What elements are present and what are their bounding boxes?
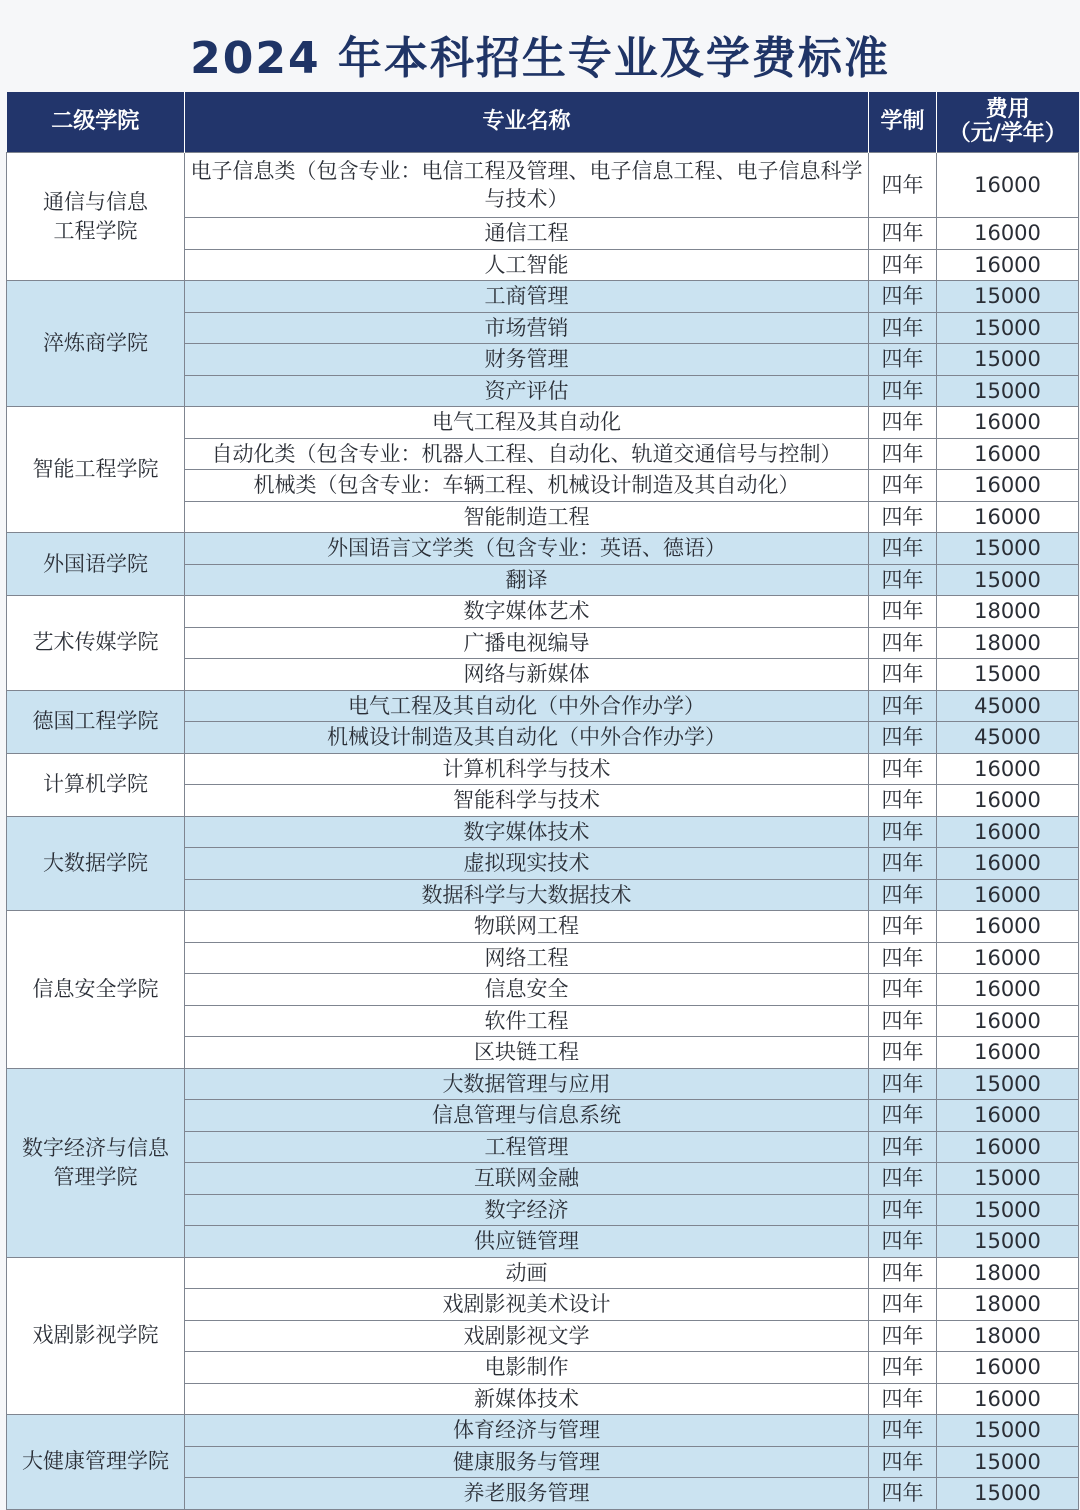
fee-cell: 18000 <box>937 1320 1079 1352</box>
duration-cell: 四年 <box>869 974 937 1006</box>
header-duration: 学制 <box>869 92 937 153</box>
school-name-line: 戏剧影视学院 <box>32 1323 159 1348</box>
duration-cell: 四年 <box>869 344 937 376</box>
major-cell: 机械设计制造及其自动化（中外合作办学） <box>185 722 869 754</box>
duration-cell: 四年 <box>869 249 937 281</box>
fee-cell: 15000 <box>937 1478 1079 1510</box>
major-cell: 物联网工程 <box>185 911 869 943</box>
duration-cell: 四年 <box>869 1289 937 1321</box>
major-cell: 供应链管理 <box>185 1226 869 1258</box>
duration-cell: 四年 <box>869 1100 937 1132</box>
fee-cell: 16000 <box>937 1037 1079 1069</box>
major-cell: 互联网金融 <box>185 1163 869 1195</box>
fee-cell: 16000 <box>937 1005 1079 1037</box>
fee-cell: 45000 <box>937 722 1079 754</box>
school-name-line: 数字经济与信息 <box>22 1135 169 1160</box>
major-cell: 数字经济 <box>185 1194 869 1226</box>
duration-cell: 四年 <box>869 1478 937 1510</box>
major-cell: 广播电视编导 <box>185 627 869 659</box>
major-cell: 体育经济与管理 <box>185 1415 869 1447</box>
fee-cell: 16000 <box>937 470 1079 502</box>
header-fee-line1: 费用 <box>985 97 1030 122</box>
school-cell <box>7 153 185 281</box>
school-name-line: 大健康管理学院 <box>22 1449 169 1474</box>
duration-cell: 四年 <box>869 1352 937 1384</box>
major-cell: 智能制造工程 <box>185 501 869 533</box>
major-cell: 计算机科学与技术 <box>185 753 869 785</box>
major-cell: 戏剧影视文学 <box>185 1320 869 1352</box>
major-cell: 软件工程 <box>185 1005 869 1037</box>
duration-cell: 四年 <box>869 942 937 974</box>
major-cell: 动画 <box>185 1257 869 1289</box>
major-cell: 数据科学与大数据技术 <box>185 879 869 911</box>
duration-cell: 四年 <box>869 501 937 533</box>
duration-cell: 四年 <box>869 1163 937 1195</box>
table-row <box>7 1415 1079 1447</box>
duration-cell: 四年 <box>869 1415 937 1447</box>
major-cell: 市场营销 <box>185 312 869 344</box>
major-cell: 信息管理与信息系统 <box>185 1100 869 1132</box>
school-cell <box>7 911 185 1069</box>
fee-cell: 16000 <box>937 879 1079 911</box>
major-cell: 电影制作 <box>185 1352 869 1384</box>
school-name-line: 信息安全学院 <box>32 976 159 1001</box>
fee-cell: 18000 <box>937 1289 1079 1321</box>
major-cell: 机械类（包含专业：车辆工程、机械设计制造及其自动化） <box>185 470 869 502</box>
header-fee <box>937 92 1079 153</box>
school-cell <box>7 596 185 691</box>
fee-cell: 15000 <box>937 533 1079 565</box>
table-row <box>7 816 1079 848</box>
major-cell: 资产评估 <box>185 375 869 407</box>
table-row <box>7 153 1079 218</box>
tuition-table-container <box>6 92 1078 1510</box>
school-cell <box>7 1415 185 1510</box>
school-cell <box>7 816 185 911</box>
duration-cell: 四年 <box>869 1383 937 1415</box>
fee-cell: 16000 <box>937 1352 1079 1384</box>
duration-cell: 四年 <box>869 848 937 880</box>
school-cell <box>7 690 185 753</box>
duration-cell: 四年 <box>869 153 937 218</box>
table-row <box>7 911 1079 943</box>
fee-cell: 15000 <box>937 344 1079 376</box>
duration-cell: 四年 <box>869 753 937 785</box>
major-cell: 养老服务管理 <box>185 1478 869 1510</box>
school-name-line: 工程学院 <box>53 218 138 243</box>
table-row <box>7 533 1079 565</box>
duration-cell: 四年 <box>869 596 937 628</box>
fee-cell: 15000 <box>937 564 1079 596</box>
fee-cell: 15000 <box>937 1068 1079 1100</box>
duration-cell: 四年 <box>869 690 937 722</box>
fee-cell: 15000 <box>937 1415 1079 1447</box>
duration-cell: 四年 <box>869 1226 937 1258</box>
fee-cell: 16000 <box>937 1100 1079 1132</box>
duration-cell: 四年 <box>869 627 937 659</box>
fee-cell: 15000 <box>937 1163 1079 1195</box>
duration-cell: 四年 <box>869 218 937 250</box>
duration-cell: 四年 <box>869 722 937 754</box>
major-cell: 人工智能 <box>185 249 869 281</box>
major-cell: 电气工程及其自动化 <box>185 407 869 439</box>
fee-cell: 15000 <box>937 312 1079 344</box>
duration-cell: 四年 <box>869 1446 937 1478</box>
duration-cell: 四年 <box>869 1005 937 1037</box>
table-header <box>7 92 1079 153</box>
major-cell: 数字媒体艺术 <box>185 596 869 628</box>
page-title: 2024 年本科招生专业及学费标准 <box>190 33 890 84</box>
fee-cell: 15000 <box>937 281 1079 313</box>
major-cell: 虚拟现实技术 <box>185 848 869 880</box>
fee-cell: 45000 <box>937 690 1079 722</box>
table-row <box>7 690 1079 722</box>
fee-cell: 15000 <box>937 1446 1079 1478</box>
major-cell: 电气工程及其自动化（中外合作办学） <box>185 690 869 722</box>
fee-cell: 16000 <box>937 974 1079 1006</box>
header-fee-line2: （元/学年） <box>948 121 1067 146</box>
major-cell: 工程管理 <box>185 1131 869 1163</box>
major-cell: 工商管理 <box>185 281 869 313</box>
school-name-line: 管理学院 <box>53 1164 138 1189</box>
major-cell: 新媒体技术 <box>185 1383 869 1415</box>
duration-cell: 四年 <box>869 1257 937 1289</box>
duration-cell: 四年 <box>869 533 937 565</box>
duration-cell: 四年 <box>869 281 937 313</box>
table-row <box>7 596 1079 628</box>
school-cell <box>7 753 185 816</box>
major-cell: 网络与新媒体 <box>185 659 869 691</box>
fee-cell: 16000 <box>937 1383 1079 1415</box>
school-name-line: 外国语学院 <box>43 551 148 576</box>
fee-cell: 16000 <box>937 942 1079 974</box>
major-cell: 戏剧影视美术设计 <box>185 1289 869 1321</box>
fee-cell: 16000 <box>937 438 1079 470</box>
school-name-line: 淬炼商学院 <box>43 331 148 355</box>
school-name-line: 计算机学院 <box>43 772 148 796</box>
duration-cell: 四年 <box>869 1320 937 1352</box>
header-major: 专业名称 <box>185 92 869 153</box>
major-cell: 翻译 <box>185 564 869 596</box>
duration-cell: 四年 <box>869 470 937 502</box>
fee-cell: 18000 <box>937 596 1079 628</box>
duration-cell: 四年 <box>869 816 937 848</box>
header-school: 二级学院 <box>7 92 185 153</box>
major-cell: 健康服务与管理 <box>185 1446 869 1478</box>
duration-cell: 四年 <box>869 375 937 407</box>
duration-cell: 四年 <box>869 564 937 596</box>
table-row <box>7 1068 1079 1100</box>
fee-cell: 16000 <box>937 848 1079 880</box>
duration-cell: 四年 <box>869 1194 937 1226</box>
fee-cell: 16000 <box>937 501 1079 533</box>
school-cell <box>7 533 185 596</box>
major-cell: 信息安全 <box>185 974 869 1006</box>
table-row <box>7 753 1079 785</box>
school-name-line: 艺术传媒学院 <box>32 630 159 655</box>
duration-cell: 四年 <box>869 312 937 344</box>
major-cell: 智能科学与技术 <box>185 785 869 817</box>
duration-cell: 四年 <box>869 659 937 691</box>
major-cell: 网络工程 <box>185 942 869 974</box>
fee-cell: 15000 <box>937 659 1079 691</box>
table-row <box>7 407 1079 439</box>
fee-cell: 16000 <box>937 816 1079 848</box>
school-name-line: 大数据学院 <box>43 850 148 875</box>
fee-cell: 15000 <box>937 375 1079 407</box>
major-cell: 外国语言文学类（包含专业：英语、德语） <box>185 533 869 565</box>
fee-cell: 16000 <box>937 911 1079 943</box>
major-cell: 电子信息类（包含专业：电信工程及管理、电子信息工程、电子信息科学与技术） <box>185 153 869 218</box>
school-cell <box>7 1257 185 1415</box>
school-name-line: 智能工程学院 <box>32 457 159 481</box>
fee-cell: 16000 <box>937 249 1079 281</box>
tuition-table <box>6 92 1079 1510</box>
duration-cell: 四年 <box>869 1131 937 1163</box>
school-cell <box>7 407 185 533</box>
duration-cell: 四年 <box>869 785 937 817</box>
fee-cell: 16000 <box>937 1131 1079 1163</box>
major-cell: 数字媒体技术 <box>185 816 869 848</box>
major-cell: 通信工程 <box>185 218 869 250</box>
major-cell: 区块链工程 <box>185 1037 869 1069</box>
fee-cell: 16000 <box>937 407 1079 439</box>
duration-cell: 四年 <box>869 879 937 911</box>
fee-cell: 16000 <box>937 753 1079 785</box>
school-name-line: 通信与信息 <box>43 189 148 214</box>
fee-cell: 16000 <box>937 153 1079 218</box>
school-name-line: 德国工程学院 <box>32 709 159 733</box>
duration-cell: 四年 <box>869 1037 937 1069</box>
duration-cell: 四年 <box>869 407 937 439</box>
table-row <box>7 1257 1079 1289</box>
major-cell: 大数据管理与应用 <box>185 1068 869 1100</box>
fee-cell: 18000 <box>937 627 1079 659</box>
school-cell <box>7 281 185 407</box>
table-row <box>7 281 1079 313</box>
major-cell: 财务管理 <box>185 344 869 376</box>
school-cell <box>7 1068 185 1257</box>
fee-cell: 16000 <box>937 785 1079 817</box>
fee-cell: 16000 <box>937 218 1079 250</box>
table-body <box>7 153 1079 1510</box>
duration-cell: 四年 <box>869 1068 937 1100</box>
fee-cell: 15000 <box>937 1226 1079 1258</box>
duration-cell: 四年 <box>869 911 937 943</box>
duration-cell: 四年 <box>869 438 937 470</box>
fee-cell: 18000 <box>937 1257 1079 1289</box>
fee-cell: 15000 <box>937 1194 1079 1226</box>
major-cell: 自动化类（包含专业：机器人工程、自动化、轨道交通信号与控制） <box>185 438 869 470</box>
